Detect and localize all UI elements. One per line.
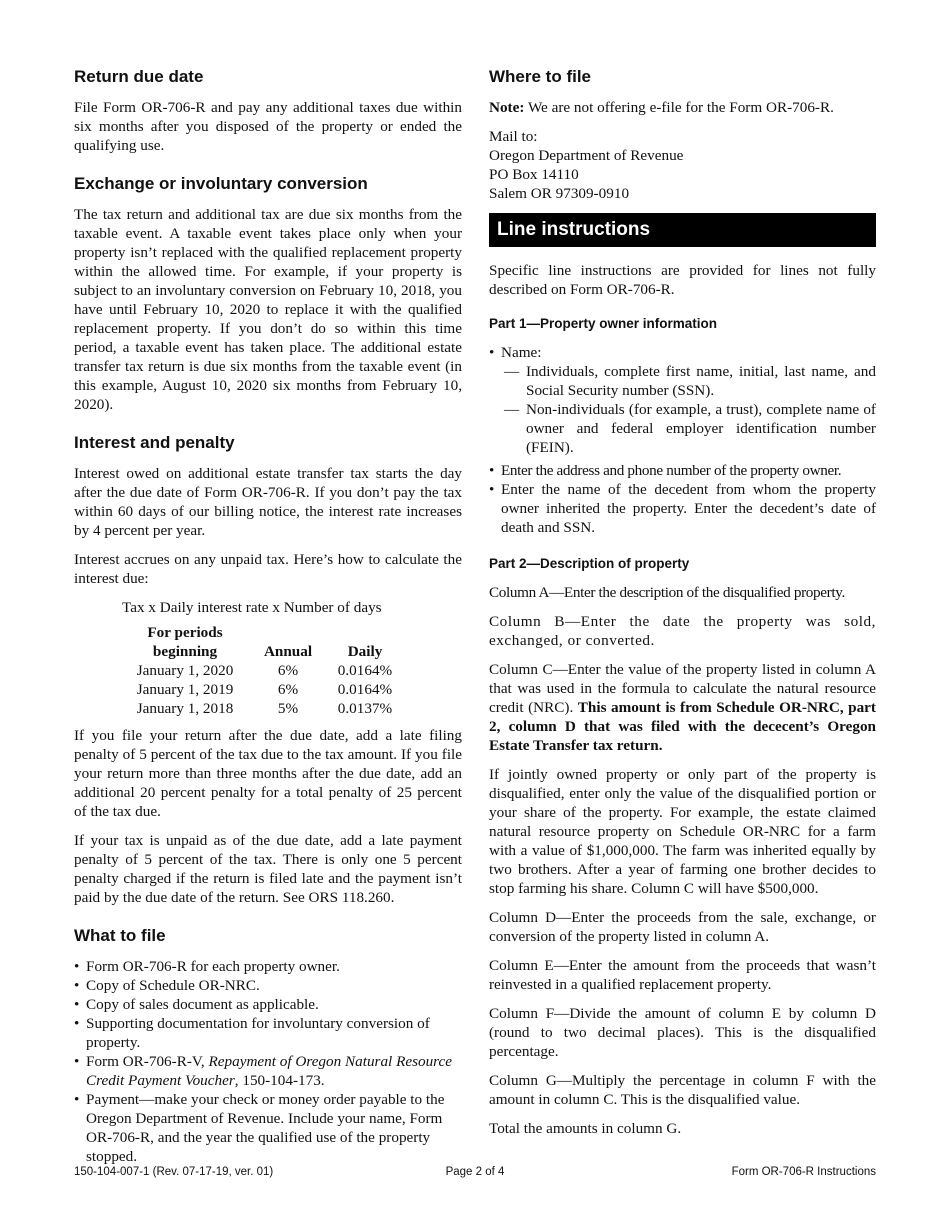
line-instructions-banner: Line instructions — [489, 213, 876, 247]
interest-formula: Tax x Daily interest rate x Number of days — [122, 599, 382, 616]
cell-period: January 1, 2019 — [136, 681, 234, 698]
cell-period: January 1, 2020 — [136, 662, 234, 679]
paragraph: Total the amounts in column G. — [489, 1120, 682, 1137]
list-item: • Payment—make your check or money order payable to the Oregon Department of Revenue. Include your name, Form OR-706-R, and the year the qualified use of the property stopped. — [74, 1090, 462, 1166]
column-header-daily: Daily — [347, 643, 383, 660]
cell-annual: 5% — [277, 700, 299, 717]
subsection-heading: Part 1—Property owner information — [489, 316, 718, 331]
cell-annual: 6% — [277, 681, 299, 698]
list-item: • Form OR-706-R for each property owner. — [74, 957, 462, 976]
interest-rate-table — [120, 623, 404, 718]
list-item: • Form OR-706-R-V, Repayment of Oregon Natural Resource Credit Payment Voucher, 150-104-173. — [74, 1052, 462, 1090]
paragraph: The tax return and additional tax are due six months from the taxable event. A taxable event takes place only when your property isn’t replaced with the qualified replacement property within the allowed time. For example, if your property is subject to an involuntary conversion on February 10, 2018, you have until February 10, 2020 to replace it with the qualified replacement property. If you don’t do so within this time period, a taxable event has taken place. The additional estate transfer tax return is due six months from the taxable event (in this example, August 10, 2020 six months from February 10, 2020). — [74, 206, 462, 413]
note-paragraph: Note: We are not offering e-file for the Form OR-706-R. — [489, 99, 834, 116]
footer-page-number: Page 2 of 4 — [445, 1166, 505, 1178]
what-to-file-section — [74, 925, 462, 1166]
table-row — [120, 661, 404, 680]
footer-form-id: 150-104-007-1 (Rev. 07-17-19, ver. 01) — [74, 1166, 274, 1178]
paragraph: Specific line instructions are provided for lines not fully described on Form OR-706-R. — [489, 262, 876, 298]
list-item: • Enter the address and phone number of the property owner. — [489, 461, 876, 480]
paragraph: Interest accrues on any unpaid tax. Here’s how to calculate the interest due: — [74, 551, 462, 587]
section-heading: Interest and penalty — [74, 433, 235, 452]
paragraph: If your tax is unpaid as of the due date, add a late payment penalty of 5 percent of the tax. There is only one 5 percent penalty charged if the return is filed late and the payment isn’t paid by the due date of the return. See ORS 118.260. — [74, 832, 462, 906]
exchange-section — [74, 173, 462, 414]
paragraph: File Form OR-706-R and pay any additional taxes due within six months after you disposed of the property or ended the qualifying use. — [74, 99, 462, 154]
section-heading: Return due date — [74, 67, 204, 86]
where-to-file-section — [489, 66, 876, 203]
right-column — [489, 66, 876, 1148]
part2-section — [489, 555, 876, 1138]
footer-title: Form OR-706-R Instructions — [731, 1166, 876, 1178]
part1-list-cont — [489, 461, 876, 537]
part1-section — [489, 315, 876, 537]
section-heading: Where to file — [489, 67, 592, 86]
mailing-address: Mail to: Oregon Department of Revenue PO Box 14110 Salem OR 97309-0910 — [489, 128, 684, 202]
section-heading: Exchange or involuntary conversion — [74, 174, 368, 193]
subsection-heading: Part 2—Description of property — [489, 556, 690, 571]
list-item: • Enter the name of the decedent from whom the property owner inherited the property. Enter the decedent’s date of death and SSN. — [489, 480, 876, 537]
paragraph: If jointly owned property or only part of the property is disqualified, enter only the value of the disqualified portion or your share of the property. For example, the estate claimed natural resource property on Schedule OR-NRC for a farm with a value of $1,000,000. The farm was inherited equally by two brothers. After a year of farming one brother decides to stop farming his share. Column C will have $500,000. — [489, 766, 876, 897]
paragraph: Column B—Enter the date the property was sold, exchanged, or converted. — [489, 613, 876, 649]
paragraph: Column C—Enter the value of the property listed in column A that was used in the formula to calculate the natural resource credit (NRC). This amount is from Schedule OR-NRC, part 2, column D that was filed with the dececent’s Oregon Estate Transfer tax return. — [489, 661, 876, 754]
table-row — [120, 699, 404, 718]
section-heading: What to file — [74, 926, 166, 945]
table-header-row — [120, 623, 404, 661]
part1-list — [489, 343, 876, 362]
cell-daily: 0.0137% — [337, 700, 393, 717]
paragraph: Column A—Enter the description of the disqualified property. — [489, 584, 845, 601]
interest-section — [74, 432, 462, 907]
list-item: • Copy of sales document as applicable. — [74, 995, 462, 1014]
sub-list-item: — Non-individuals (for example, a trust), complete name of owner and federal employer identification number (FEIN). — [504, 401, 876, 456]
left-column — [74, 66, 462, 1184]
column-header-period: For periods beginning — [147, 624, 223, 660]
cell-annual: 6% — [277, 662, 299, 679]
paragraph: Column D—Enter the proceeds from the sale, exchange, or conversion of the property listed in column A. — [489, 909, 876, 945]
paragraph: Column G—Multiply the percentage in column F with the amount in column C. This is the disqualified value. — [489, 1072, 876, 1108]
table-row — [120, 680, 404, 699]
return-due-section — [74, 66, 462, 155]
cell-period: January 1, 2018 — [136, 700, 234, 717]
name-sub-list — [489, 362, 876, 457]
paragraph: If you file your return after the due date, add a late filing penalty of 5 percent of the tax due to the tax amount. If you file your return more than three months after the due date, add an additional 20 percent penalty for a total penalty of 25 percent of the tax due. — [74, 727, 462, 820]
cell-daily: 0.0164% — [337, 662, 393, 679]
voucher-title: Repayment of Oregon Natural Resource Credit Payment Voucher — [86, 1053, 453, 1089]
paragraph: Column E—Enter the amount from the proceeds that wasn’t reinvested in a qualified replacement property. — [489, 957, 876, 993]
note-label: Note: — [489, 99, 525, 116]
list-item: • Name: — [489, 343, 876, 362]
column-header-annual: Annual — [263, 643, 313, 660]
list-item: • Supporting documentation for involuntary conversion of property. — [74, 1014, 462, 1052]
what-to-file-list — [74, 957, 462, 1166]
paragraph: Interest owed on additional estate transfer tax starts the day after the due date of Form OR-706-R. If you don’t pay the tax within 60 days of our billing notice, the interest rate increases by 4 percent per year. — [74, 465, 462, 539]
cell-daily: 0.0164% — [337, 681, 393, 698]
list-item: • Copy of Schedule OR-NRC. — [74, 976, 462, 995]
paragraph: Column F—Divide the amount of column E by column D (round to two decimal places). This is the disqualified percentage. — [489, 1005, 876, 1060]
sub-list-item: — Individuals, complete first name, initial, last name, and Social Security number (SSN). — [504, 363, 876, 399]
